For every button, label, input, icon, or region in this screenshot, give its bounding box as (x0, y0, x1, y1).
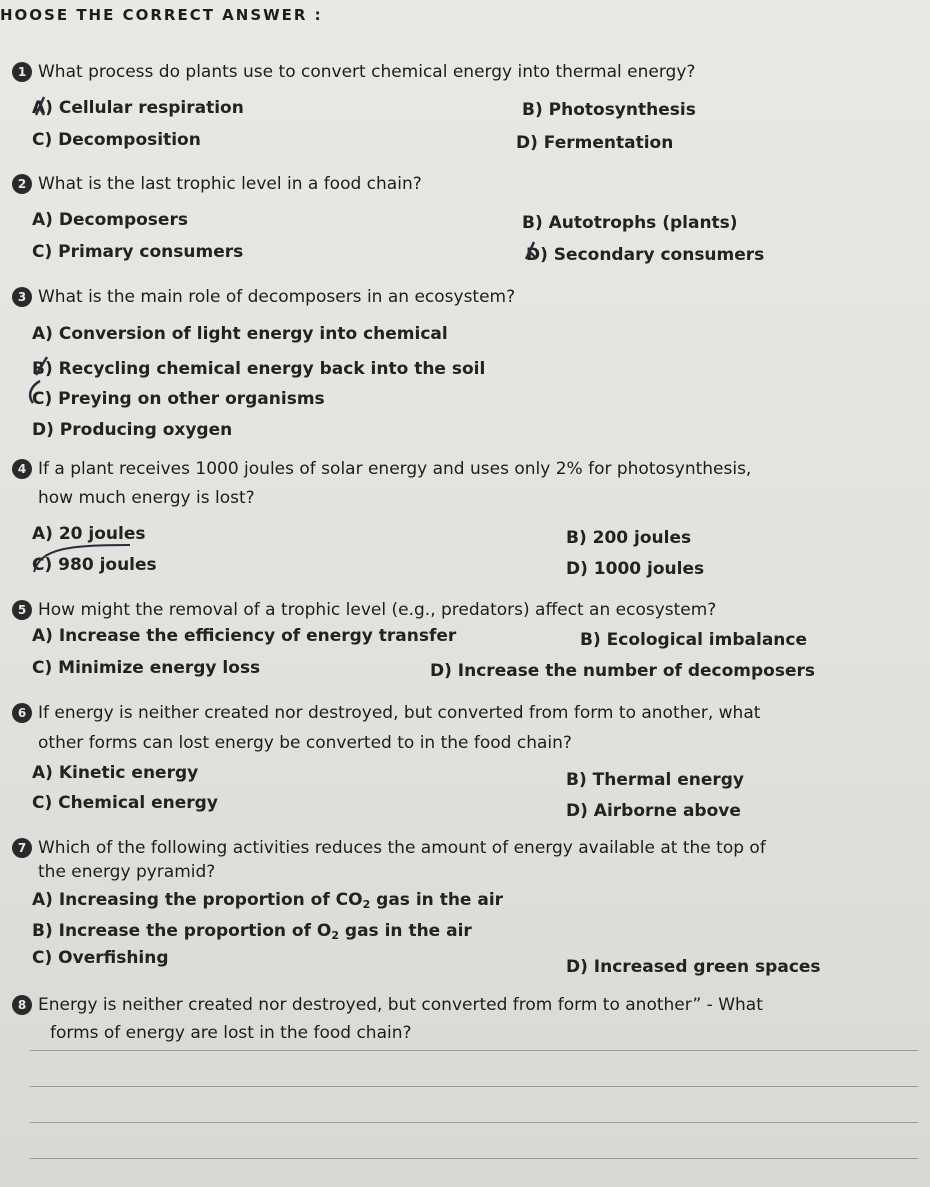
q7-option-a-text-end: gas in the air (370, 890, 504, 910)
question-text-2: What is the last trophic level in a food chain? (38, 174, 422, 194)
q7-option-b-subscript: 2 (331, 929, 339, 942)
question-text-6: If energy is neither created nor destroyed, but converted from form to another, what (38, 703, 761, 723)
q7-option-a (32, 890, 503, 911)
question-number-3: 3 (12, 287, 32, 307)
q1-option-a: A) Cellular respiration (32, 98, 244, 118)
q1-option-d: D) Fermentation (516, 133, 674, 153)
answer-line (30, 1158, 918, 1159)
question-text-1: What process do plants use to convert chemical energy into thermal energy? (38, 62, 696, 82)
question-number-1: 1 (12, 62, 32, 82)
q4-option-a: A) 20 joules (32, 524, 146, 544)
q4-option-c: C) 980 joules (32, 555, 157, 575)
q6-option-d: D) Airborne above (566, 801, 741, 821)
question-text-7: Which of the following activities reduces the amount of energy available at the top of (38, 838, 766, 858)
answer-line (30, 1050, 918, 1051)
q2-option-a: A) Decomposers (32, 210, 188, 230)
question-text-5: How might the removal of a trophic level (e.g., predators) affect an ecosystem? (38, 600, 717, 620)
q5-option-b: B) Ecological imbalance (580, 630, 808, 650)
q2-option-b: B) Autotrophs (plants) (522, 213, 738, 233)
question-number-2: 2 (12, 174, 32, 194)
q7-option-a-subscript: 2 (362, 898, 371, 911)
question-text-8: Energy is neither created nor destroyed, but converted from form to another” - What (38, 995, 763, 1015)
question-number-8: 8 (12, 995, 32, 1015)
q7-option-b-text-end: gas in the air (339, 921, 472, 941)
q7-option-b-text: B) Increase the proportion of O (32, 921, 332, 941)
question-number-6: 6 (12, 703, 32, 723)
q5-option-d: D) Increase the number of decomposers (430, 661, 816, 681)
q6-option-c: C) Chemical energy (32, 793, 218, 813)
q7-option-b (32, 921, 472, 942)
q3-option-b: B) Recycling chemical energy back into the soil (32, 359, 486, 379)
q7-option-a-text: A) Increasing the proportion of CO (32, 890, 363, 910)
q3-option-d: D) Producing oxygen (32, 420, 233, 440)
q7-option-d: D) Increased green spaces (566, 957, 821, 977)
question-text-4-cont: how much energy is lost? (38, 488, 255, 508)
question-number-7: 7 (12, 838, 32, 858)
q2-option-c: C) Primary consumers (32, 242, 244, 262)
question-number-4: 4 (12, 459, 32, 479)
q1-option-b: B) Photosynthesis (522, 100, 696, 120)
question-text-7-cont: the energy pyramid? (38, 862, 216, 882)
q4-option-d: D) 1000 joules (566, 559, 705, 579)
q5-option-c: C) Minimize energy loss (32, 658, 261, 678)
q6-option-b: B) Thermal energy (566, 770, 744, 790)
q3-option-c: C) Preying on other organisms (32, 389, 325, 409)
q6-option-a: A) Kinetic energy (32, 763, 199, 783)
answer-line (30, 1086, 918, 1087)
q5-option-a: A) Increase the efficiency of energy transfer (32, 626, 457, 646)
question-text-3: What is the main role of decomposers in an ecosystem? (38, 287, 516, 307)
q1-option-c: C) Decomposition (32, 130, 201, 150)
worksheet-header: HOOSE THE CORRECT ANSWER : (0, 6, 323, 24)
answer-line (30, 1122, 918, 1123)
question-text-4: If a plant receives 1000 joules of solar energy and uses only 2% for photosynthesis, (38, 459, 752, 479)
question-number-5: 5 (12, 600, 32, 620)
question-text-8-cont: forms of energy are lost in the food chain? (50, 1023, 412, 1043)
q7-option-c: C) Overfishing (32, 948, 169, 968)
q3-option-a: A) Conversion of light energy into chemical (32, 324, 448, 344)
q2-option-d: D) Secondary consumers (526, 245, 765, 265)
question-text-6-cont: other forms can lost energy be converted to in the food chain? (38, 733, 572, 753)
q4-option-b: B) 200 joules (566, 528, 692, 548)
